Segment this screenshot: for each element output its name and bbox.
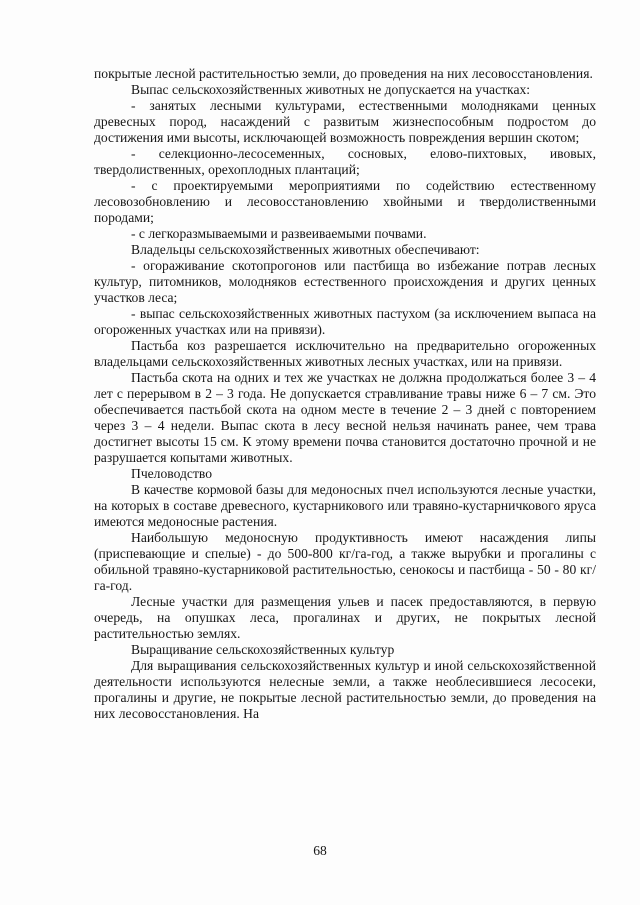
list-item-reforestation: - с проектируемыми мероприятиями по содействию естественному лесовозобновлению и лесовосстановлению хвойными и твердолиственными породами; — [94, 178, 596, 225]
paragraph-grazing-rules: Пастьба скота на одних и тех же участках не должна продолжаться более 3 – 4 лет с перерывом в 2 – 3 года. Не допускается стравливание травы ниже 6 – 7 см. Это обеспечивается пастьбой скота на одном месте в течение 2 – 3 дней с повторением через 3 – 4 недели. Выпас скота в лесу весной нельзя начинать ранее, чем трава достигнет высоты 15 см. К этому времени почва становится достаточно прочной и не разрушается копытами животных. — [94, 370, 596, 465]
paragraph-owners-provide: Владельцы сельскохозяйственных животных обеспечивают: — [131, 242, 480, 257]
section-heading-crops: Выращивание сельскохозяйственных культур — [131, 642, 395, 657]
page-body — [94, 66, 596, 722]
paragraph-continuation: покрытые лесной растительностью земли, до проведения на них лесовосстановления. — [94, 66, 593, 81]
list-item-fencing: - огораживание скотопрогонов или пастбища во избежание потрав лесных культур, питомников, молодняков естественного происхождения и других ценных участков леса; — [94, 258, 596, 305]
list-item-erodible-soils: - с легкоразмываемыми и развеиваемыми почвами. — [131, 226, 427, 241]
list-item-plantations: - селекционно-лесосеменных, сосновых, елово-пихтовых, ивовых, твердолиственных, орехоплодных плантаций; — [94, 146, 596, 177]
paragraph-apiaries: Лесные участки для размещения ульев и пасек предоставляются, в первую очередь, на опушках леса, прогалинах и других, не покрытых лесной растительностью землях. — [94, 594, 596, 641]
paragraph-honey-productivity: Наибольшую медоносную продуктивность имеют насаждения липы (приспевающие и спелые) - до 500-800 кг/га-год, а также вырубки и прогалины с обильной травяно-кустарниковой растительностью, сенокосы и пастбища - 50 - 80 кг/га-год. — [94, 530, 596, 593]
section-heading-beekeeping: Пчеловодство — [131, 466, 213, 481]
paragraph-goats: Пастьба коз разрешается исключительно на предварительно огороженных владельцами сельскохозяйственных животных лесных участках, или на привязи. — [94, 338, 596, 369]
paragraph-crop-cultivation: Для выращивания сельскохозяйственных культур и иной сельскохозяйственной деятельности используются нелесные земли, а также необлесившиеся лесосеки, прогалины и другие, не покрытые лесной растительностью земли, до проведения на них лесовосстановления. На — [94, 658, 596, 721]
paragraph-forage-base: В качестве кормовой базы для медоносных пчел используются лесные участки, на которых в составе древесного, кустарникового или травяно-кустарничкового яруса имеются медоносные растения. — [94, 482, 596, 529]
list-item-forest-crops: - занятых лесными культурами, естественными молодняками ценных древесных пород, насаждений с развитым жизнеспособным подростом до достижения ими высоты, исключающей возможность повреждения вершин скотом; — [94, 98, 596, 145]
list-item-herding: - выпас сельскохозяйственных животных пастухом (за исключением выпаса на огороженных участках или на привязи). — [94, 306, 596, 337]
paragraph-grazing-prohibited: Выпас сельскохозяйственных животных не допускается на участках: — [131, 82, 531, 97]
page-number: 68 — [313, 843, 327, 858]
